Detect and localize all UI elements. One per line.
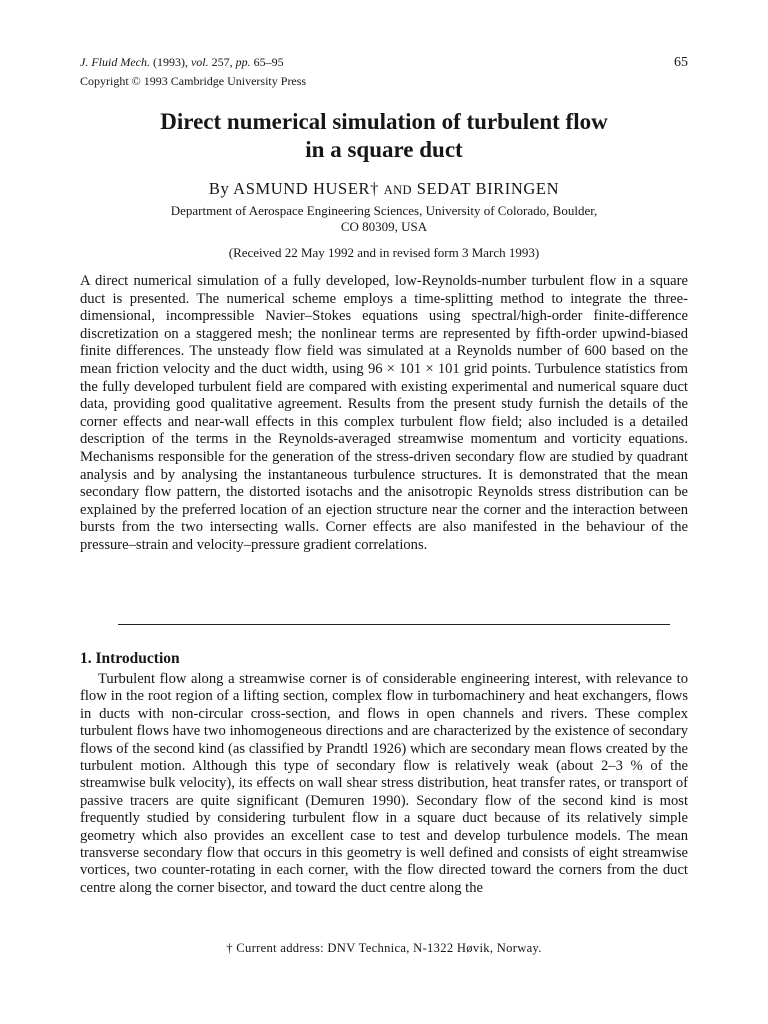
- affiliation-line-1: Department of Aerospace Engineering Sciences, University of Colorado, Boulder,: [170, 203, 598, 218]
- author-1: ASMUND HUSER†: [233, 179, 379, 198]
- title-line-2: in a square duct: [305, 137, 463, 162]
- abstract: A direct numerical simulation of a fully developed, low-Reynolds-number turbulent flow in a square duct is presented. The numerical scheme employs a time-splitting method to integrate the three-dimensional, incompressible Navier–Stokes equations using spectral/high-order finite-difference discretization on a staggered mesh; the nonlinear terms are represented by fifth-order upwind-biased finite differences. The unsteady flow field was simulated at a Reynolds number of 600 based on the mean friction velocity and the duct width, using 96 × 101 × 101 grid points. Turbulence statistics from the fully developed turbulent field are compared with existing experimental and numerical square duct data, providing good qualitative agreement. Results from the present study furnish the details of the corner effects and near-wall effects in this complex turbulent flow field; also included is a detailed description of the terms in the Reynolds-averaged streamwise momentum and vorticity equations. Mechanisms responsible for the generation of the stress-driven secondary flow are studied by quadrant analysis and by analysing the instantaneous turbulence structures. It is demonstrated that the mean secondary flow pattern, the distorted isotachs and the anisotropic Reynolds stress distribution can be explained by the preferred location of an ejection structure near the corner and the interaction between bursts from the two intersecting walls. Corner effects are also manifested in the behaviour of the pressure–strain and velocity–pressure gradient correlations.: [80, 273, 688, 553]
- journal-year: (1993),: [152, 55, 188, 69]
- affiliation: [80, 203, 688, 235]
- section-heading-introduction: 1. Introduction: [80, 650, 180, 667]
- footnote: † Current address: DNV Technica, N-1322 Høvik, Norway.: [226, 941, 542, 955]
- received-dates: (Received 22 May 1992 and in revised form 3 March 1993): [228, 245, 540, 260]
- journal-name: J. Fluid Mech.: [80, 55, 150, 69]
- page-number: 65: [674, 55, 688, 70]
- paper-title: [80, 108, 688, 164]
- journal-pages: 65–95: [253, 55, 284, 69]
- affiliation-line-2: CO 80309, USA: [340, 219, 428, 234]
- journal-citation: [80, 53, 688, 72]
- copyright-line: Copyright © 1993 Cambridge University Press: [80, 74, 307, 88]
- journal-volume: 257,: [211, 55, 233, 69]
- title-line-1: Direct numerical simulation of turbulent flow: [160, 109, 608, 134]
- pages-label: pp.: [235, 55, 251, 69]
- and-label: AND: [383, 183, 412, 197]
- volume-label: vol.: [190, 55, 209, 69]
- section-divider: [118, 624, 670, 625]
- author-2: SEDAT BIRINGEN: [416, 179, 560, 198]
- running-head: [80, 53, 688, 91]
- introduction-paragraph: Turbulent flow along a streamwise corner is of considerable engineering interest, with relevance to flow in the root region of a lifting section, complex flow in turbomachinery and heat exchangers, flows in ducts with non-circular cross-section, and flows in open channels and rivers. These complex turbulent flows have two inhomogeneous directions and are characterized by the existence of secondary flows of the second kind (as classified by Prandtl 1926) which are secondary mean flows created by the turbulent motion. Although this type of secondary flow is relatively weak (about 2–3 % of the streamwise bulk velocity), its effects on wall shear stress distribution, heat transfer rates, or transport of passive tracers are quite significant (Demuren 1990). Secondary flow of the second kind is most frequently studied by considering turbulent flow in a square duct because of its relatively simple geometry which also provides an excellent case to test and develop turbulence models. The mean transverse secondary flow that occurs in this geometry is well defined and consists of eight streamwise vortices, two counter-rotating in each corner, with the flow directed toward the corners from the duct centre along the corner bisector, and toward the duct centre along the: [80, 671, 688, 896]
- by-label: By: [208, 179, 230, 198]
- author-line: [80, 179, 688, 200]
